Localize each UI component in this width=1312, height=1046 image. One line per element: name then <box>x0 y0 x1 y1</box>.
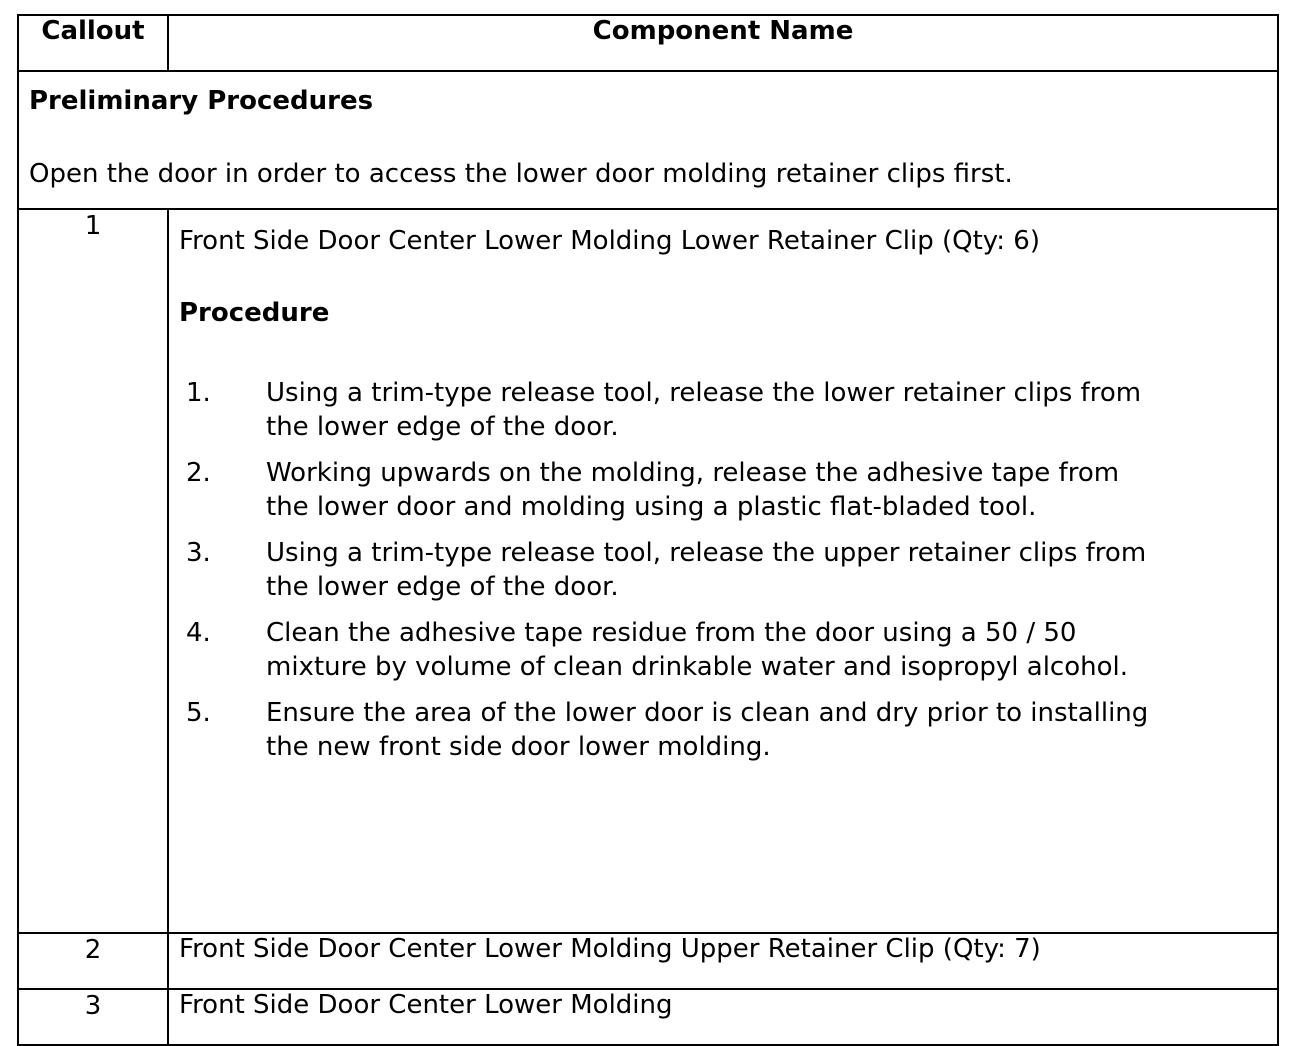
step-text: Ensure the area of the lower door is clean and dry prior to installing the new front side door lower molding. <box>266 698 1149 762</box>
procedure-step <box>179 456 1267 524</box>
table-row <box>18 209 1278 933</box>
preliminary-row <box>18 71 1278 209</box>
table-row <box>18 989 1278 1045</box>
header-row <box>18 15 1278 71</box>
callout-header: Callout <box>18 15 168 71</box>
component-name: Front Side Door Center Lower Molding <box>168 989 1278 1045</box>
preliminary-text: Open the door in order to access the lower door molding retainer clips first. <box>29 159 1013 189</box>
component-name: Front Side Door Center Lower Molding Upper Retainer Clip (Qty: 7) <box>168 933 1278 989</box>
preliminary-title: Preliminary Procedures <box>29 86 374 116</box>
component-cell <box>168 209 1278 933</box>
table-row <box>18 933 1278 989</box>
procedure-step <box>179 616 1267 684</box>
step-number: 3. <box>186 538 211 568</box>
step-text: Using a trim-type release tool, release the lower retainer clips from the lower edge of the door. <box>266 378 1142 442</box>
component-table <box>17 14 1279 1046</box>
step-number: 5. <box>186 698 211 728</box>
procedure-step <box>179 696 1267 764</box>
callout-cell: 2 <box>18 933 168 989</box>
procedure-step <box>179 376 1267 444</box>
step-number: 1. <box>186 378 211 408</box>
procedure-step <box>179 536 1267 604</box>
procedure-steps <box>179 376 1267 764</box>
callout-cell: 1 <box>18 209 168 933</box>
preliminary-cell <box>18 71 1278 209</box>
step-text: Working upwards on the molding, release the adhesive tape from the lower door and molding using a plastic flat-bladed tool. <box>266 458 1120 522</box>
step-number: 4. <box>186 618 211 648</box>
step-number: 2. <box>186 458 211 488</box>
procedure-title: Procedure <box>179 298 330 328</box>
component-name-header: Component Name <box>168 15 1278 71</box>
step-text: Clean the adhesive tape residue from the door using a 50 / 50 mixture by volume of clean drinkable water and isopropyl alcohol. <box>266 618 1128 682</box>
component-name: Front Side Door Center Lower Molding Lower Retainer Clip (Qty: 6) <box>179 226 1040 256</box>
callout-cell: 3 <box>18 989 168 1045</box>
step-text: Using a trim-type release tool, release the upper retainer clips from the lower edge of the door. <box>266 538 1147 602</box>
